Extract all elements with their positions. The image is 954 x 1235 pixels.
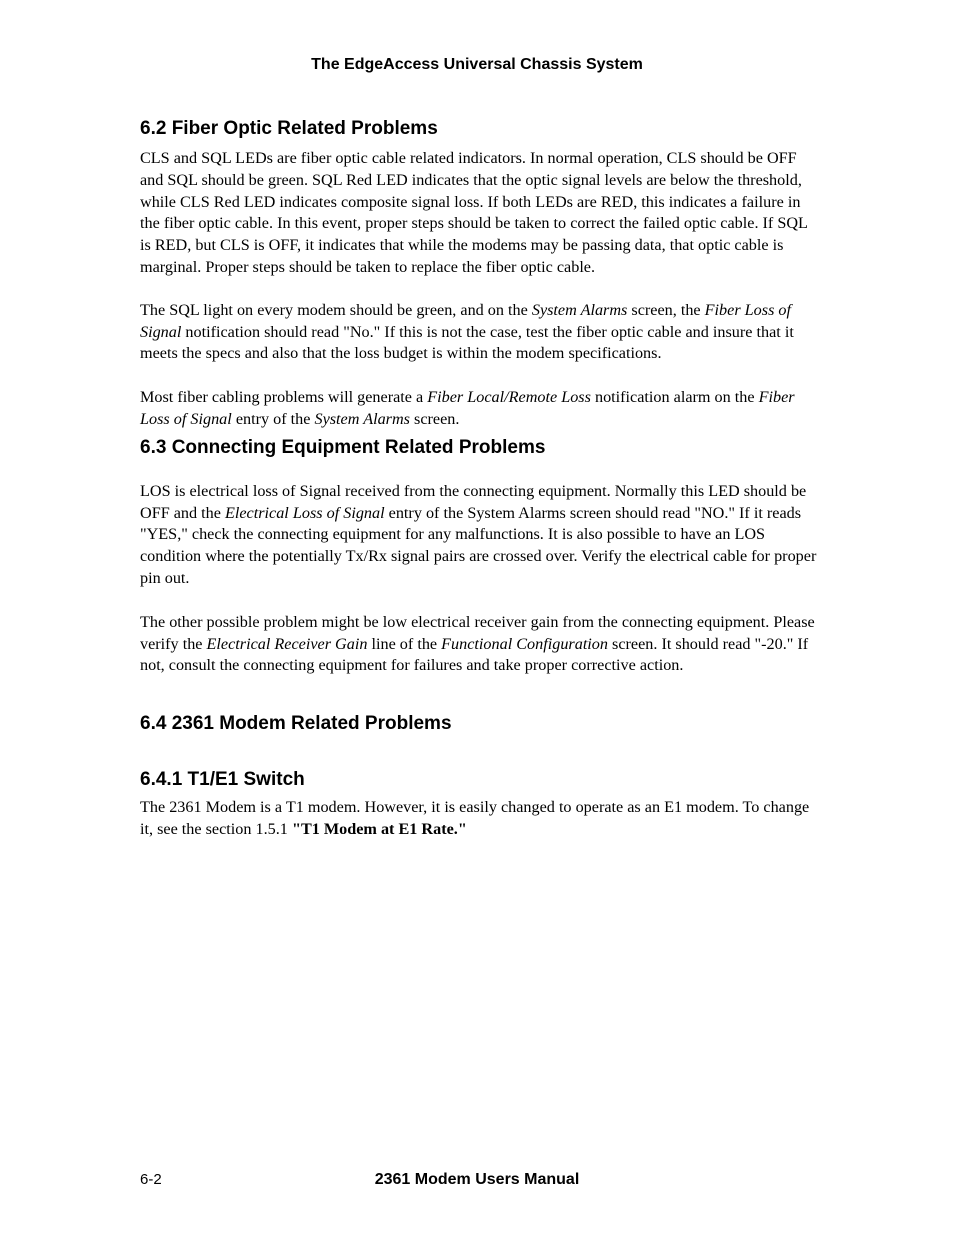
section-heading-6-3: 6.3 Connecting Equipment Related Problems	[140, 436, 546, 458]
section-6-3-paragraph-1: LOS is electrical loss of Signal received from the connecting equipment. Normally this LED should be OFF and the Electrical Loss of Signal entry of the System Alarms screen should read "NO." If it reads "YES," check the connecting equipment for any malfunctions. It is also possible to have an LOS condition where the potentially Tx/Rx signal pairs are crossed over. Verify the electrical cable for proper pin out.	[140, 481, 817, 587]
footer-page-number: 6-2	[140, 1171, 162, 1188]
section-6-2-paragraph-3: Most fiber cabling problems will generate a Fiber Local/Remote Loss notification alarm on the Fiber Loss of Signal entry of the System Alarms screen.	[140, 388, 795, 428]
section-6-3-paragraph-2: The other possible problem might be low electrical receiver gain from the connecting equipment. Please verify the Electrical Receiver Gain line of the Functional Configuration screen. It should read "-20." If not, consult the connecting equipment for failures and take proper corrective action.	[140, 612, 815, 675]
section-heading-6-4-1: 6.4.1 T1/E1 Switch	[140, 769, 305, 791]
footer-title: 2361 Modem Users Manual	[374, 1171, 580, 1188]
section-heading-6-4: 6.4 2361 Modem Related Problems	[140, 713, 452, 735]
section-6-2-paragraph-2: The SQL light on every modem should be green, and on the System Alarms screen, the Fiber Loss of Signal notification should read "No." If this is not the case, test the fiber optic cable and insure that it meets the specs and also that the loss budget is within the modem specifications.	[140, 300, 794, 363]
section-heading-6-2: 6.2 Fiber Optic Related Problems	[140, 118, 438, 139]
section-6-2-paragraph-1: CLS and SQL LEDs are fiber optic cable related indicators. In normal operation, CLS should be OFF and SQL should be green. SQL Red LED indicates that the optic signal levels are below the threshold, while CLS Red LED indicates composite signal loss. If both LEDs are RED, this indicates a failure in the fiber optic cable. In this event, proper steps should be taken to correct the failed optic cable. If SQL is RED, but CLS is OFF, it indicates that while the modems may be passing data, that optic cable is marginal. Proper steps should be taken to replace the fiber optic cable.	[140, 149, 808, 276]
section-6-4-1-paragraph-1: The 2361 Modem is a T1 modem. However, it is easily changed to operate as an E1 modem. To change it, see the section 1.5.1 "T1 Modem at E1 Rate."	[140, 798, 810, 838]
page-content	[140, 116, 820, 841]
page-header: The EdgeAccess Universal Chassis System	[311, 56, 643, 73]
